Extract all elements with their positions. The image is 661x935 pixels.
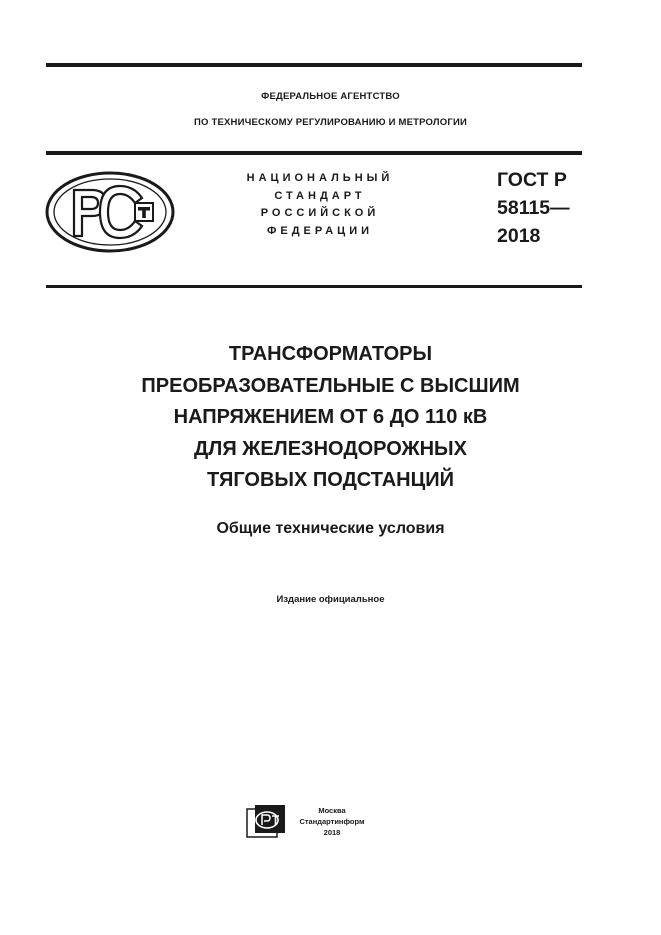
publisher-name: Стандартинформ (299, 817, 365, 826)
standard-word-3: РОССИЙСКОЙ (260, 207, 380, 219)
standard-word-4: ФЕДЕРАЦИИ (266, 224, 374, 237)
title-line-3: НАПРЯЖЕНИЕМ ОТ 6 ДО 110 кВ (173, 406, 488, 428)
standard-word-1: НАЦИОНАЛЬНЫЙ (246, 172, 394, 184)
standartinform-logo (245, 803, 287, 839)
title-line-4: ДЛЯ ЖЕЛЕЗНОДОРОЖНЫХ (194, 437, 467, 460)
document-subtitle: Общие технические условия (216, 520, 445, 537)
standard-code-line-2: 58115— (497, 197, 570, 219)
title-block-rule (46, 285, 582, 288)
top-rule (46, 63, 582, 67)
publisher-city: Москва (318, 806, 346, 815)
edition-note: Издание официальное (276, 594, 385, 605)
standard-code-line-1: ГОСТ Р (497, 169, 567, 191)
agency-line-1: ФЕДЕРАЛЬНОЕ АГЕНТСТВО (261, 91, 400, 102)
header-rule (46, 151, 582, 155)
standard-word-2: СТАНДАРТ (274, 189, 366, 202)
title-line-5: ТЯГОВЫХ ПОДСТАНЦИЙ (207, 469, 454, 491)
publisher-year: 2018 (323, 828, 341, 837)
publisher-block (297, 805, 367, 838)
title-line-2: ПРЕОБРАЗОВАТЕЛЬНЫЕ С ВЫСШИМ (141, 374, 520, 397)
rst-gost-logo (44, 170, 176, 254)
standard-designation (225, 170, 415, 240)
standard-code (497, 166, 570, 250)
document-title (60, 339, 601, 497)
agency-line-2: ПО ТЕХНИЧЕСКОМУ РЕГУЛИРОВАНИЮ И МЕТРОЛОГИИ (194, 117, 467, 128)
standard-code-line-3: 2018 (497, 225, 541, 247)
title-line-1: ТРАНСФОРМАТОРЫ (228, 343, 433, 365)
